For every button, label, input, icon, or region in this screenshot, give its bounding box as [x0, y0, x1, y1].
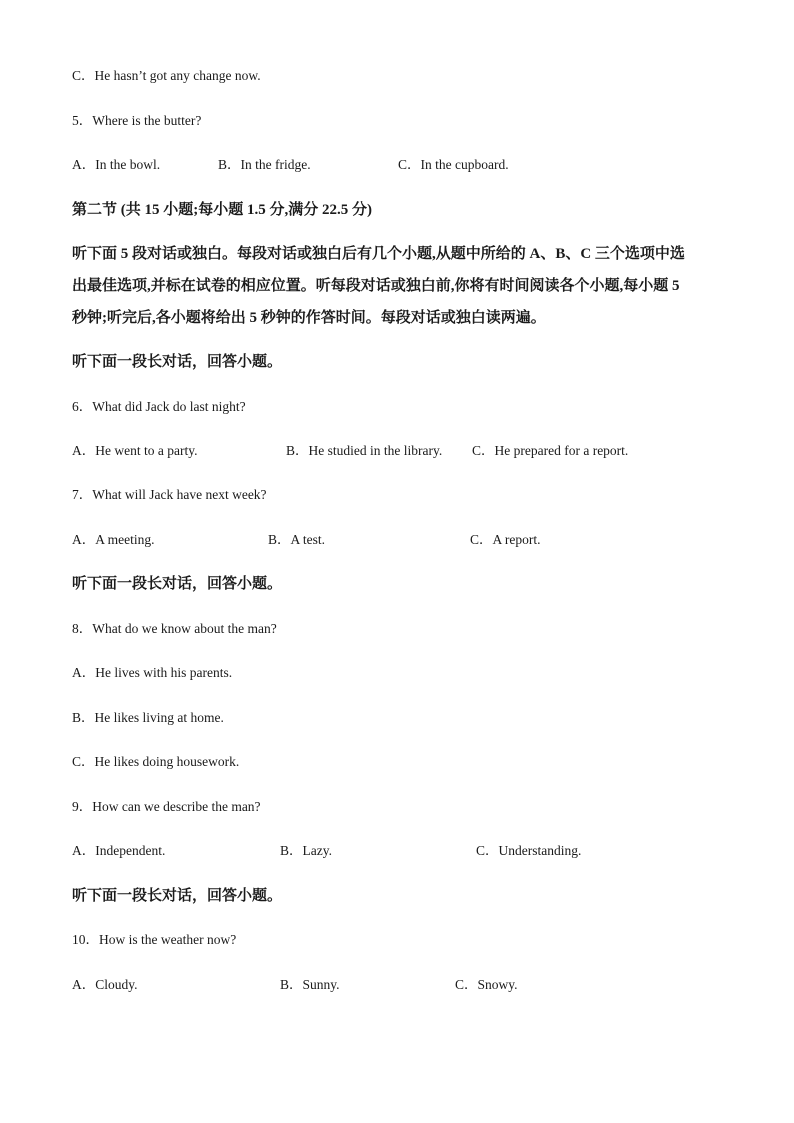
q9-option-a: A．Independent. — [72, 843, 166, 858]
q7-option-a: A．A meeting. — [72, 532, 155, 547]
q6-question: 6．What did Jack do last night? — [72, 399, 246, 414]
q10-option-c: C．Snowy. — [455, 977, 518, 992]
q5-option-c: C．In the cupboard. — [398, 157, 509, 172]
q5-question: 5．Where is the butter? — [72, 113, 202, 128]
q4-option-c: C．He hasn’t got any change now. — [72, 68, 261, 83]
section2-title: 第二节 (共 15 小题;每小题 1.5 分,满分 22.5 分) — [72, 202, 372, 218]
section2-instructions-line1: 听下面 5 段对话或独白。每段对话或独白后有几个小题,从题中所给的 A、B、C 三个选项中选 — [72, 246, 685, 262]
q10-option-a: A．Cloudy. — [72, 977, 138, 992]
q5-option-a: A．In the bowl. — [72, 157, 161, 172]
q6-option-b: B．He studied in the library. — [286, 443, 443, 458]
q7-question: 7．What will Jack have next week? — [72, 487, 267, 502]
q5-option-b: B．In the fridge. — [218, 157, 311, 172]
q8-question: 8．What do we know about the man? — [72, 621, 277, 636]
dialog2-heading: 听下面一段长对话，回答小题。 — [72, 576, 283, 592]
q8-option-a: A．He lives with his parents. — [72, 665, 233, 680]
q9-option-c: C．Understanding. — [476, 843, 582, 858]
q8-option-b: B．He likes living at home. — [72, 710, 224, 725]
q6-option-c: C．He prepared for a report. — [472, 443, 629, 458]
q7-option-c: C．A report. — [470, 532, 541, 547]
section2-instructions-line3: 秒钟;听完后,各小题将给出 5 秒钟的作答时间。每段对话或独白读两遍。 — [72, 310, 546, 326]
q9-question: 9．How can we describe the man? — [72, 799, 261, 814]
q7-option-b: B．A test. — [268, 532, 326, 547]
q8-option-c: C．He likes doing housework. — [72, 754, 240, 769]
section2-instructions-line2: 出最佳选项,并标在试卷的相应位置。听每段对话或独白前,你将有时间阅读各个小题,每小题 5 — [72, 278, 680, 294]
q10-option-b: B．Sunny. — [280, 977, 340, 992]
dialog3-heading: 听下面一段长对话，回答小题。 — [72, 888, 283, 904]
q6-option-a: A．He went to a party. — [72, 443, 198, 458]
q9-option-b: B．Lazy. — [280, 843, 332, 858]
q10-question: 10．How is the weather now? — [72, 932, 237, 947]
dialog1-heading: 听下面一段长对话，回答小题。 — [72, 354, 283, 370]
